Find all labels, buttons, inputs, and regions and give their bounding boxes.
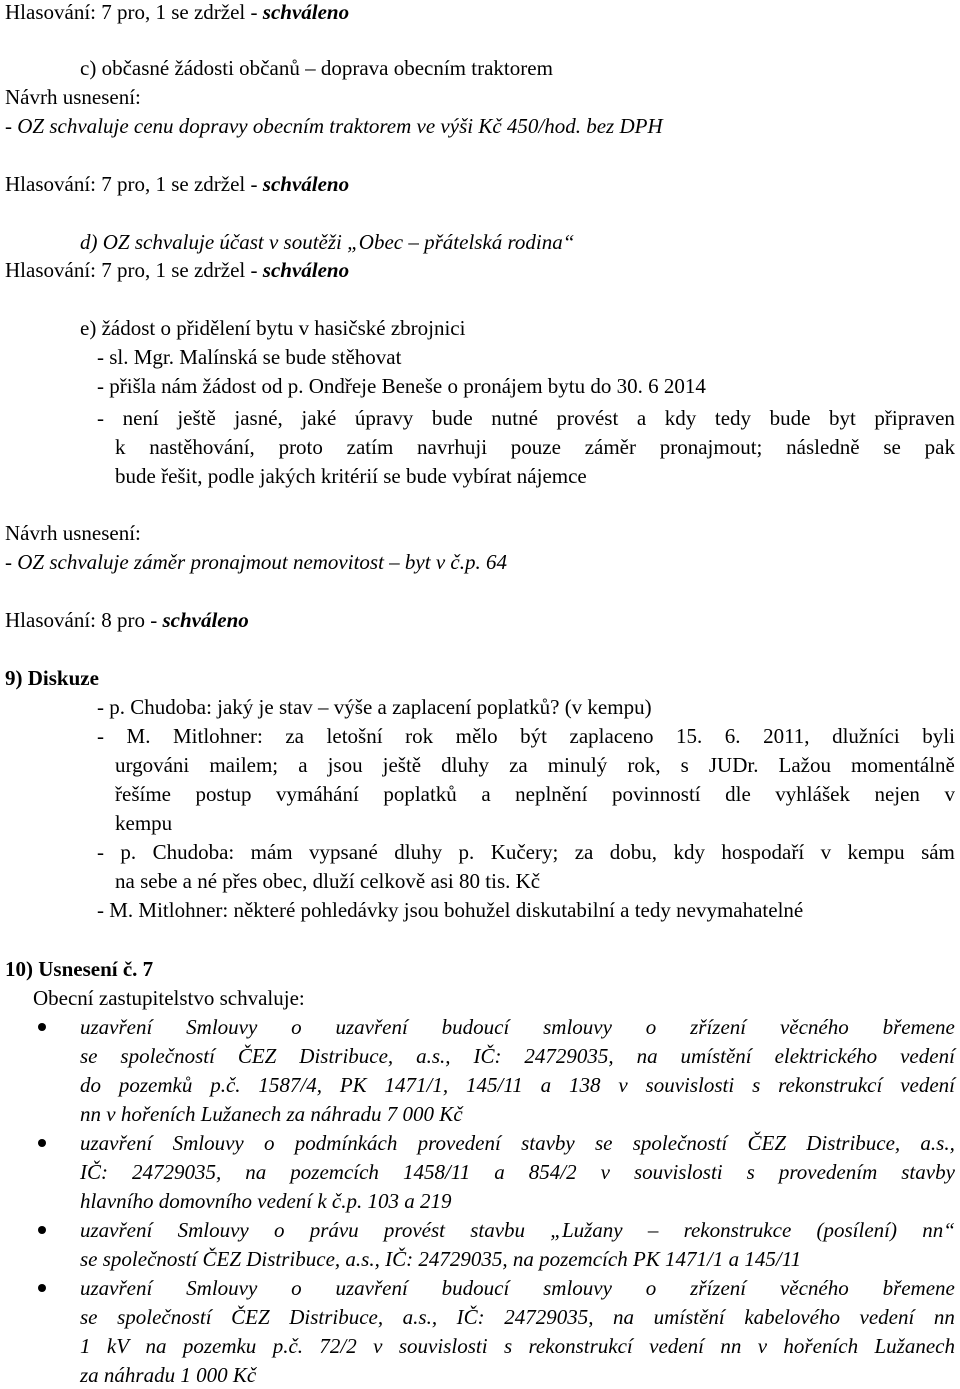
bullet-dot bbox=[38, 1139, 46, 1147]
discussion-line: - p. Chudoba: mám vypsané dluhy p. Kučery; za dobu, kdy hospodaří v kempu sám bbox=[97, 840, 955, 864]
item-e-para-line: bude řešit, podle jakých kritérií se bude vybírat nájemce bbox=[115, 464, 587, 488]
vote-result: schváleno bbox=[262, 0, 350, 24]
discussion-line: řešíme postup vymáhání poplatků a neplnění povinností dle vyhlášek nejen v bbox=[115, 782, 955, 806]
proposal-text: - OZ schvaluje záměr pronajmout nemovitost – byt v č.p. 64 bbox=[5, 550, 507, 574]
discussion-line: - M. Mitlohner: některé pohledávky jsou bohužel diskutabilní a tedy nevymahatelné bbox=[97, 898, 804, 922]
item-c-heading: c) občasné žádosti občanů – doprava obecním traktorem bbox=[80, 56, 553, 80]
resolution-line: nn v hořeních Lužanech za náhradu 7 000 Kč bbox=[80, 1102, 463, 1126]
item-e-heading: e) žádost o přidělení bytu v hasičské zbrojnici bbox=[80, 316, 466, 340]
discussion-line: - p. Chudoba: jaký je stav – výše a zaplacení poplatků? (v kempu) bbox=[97, 695, 652, 719]
resolution-line: 1 kV na pozemku p.č. 72/2 v souvislosti s rekonstrukcí vedení nn v hořeních Lužanech bbox=[80, 1334, 955, 1358]
vote-result: schváleno bbox=[162, 608, 249, 632]
discussion-line: kempu bbox=[115, 811, 173, 835]
item-e-line: - přišla nám žádost od p. Ondřeje Beneše o pronájem bytu do 30. 6 2014 bbox=[97, 374, 706, 398]
item-e-para-line: k nastěhování, proto zatím navrhuji pouze záměr pronajmout; následně se pak bbox=[115, 435, 955, 459]
resolution-line: za náhradu 1 000 Kč bbox=[80, 1363, 257, 1387]
vote-line-top bbox=[5, 0, 349, 26]
resolution-intro: Obecní zastupitelstvo schvaluje: bbox=[33, 986, 305, 1010]
vote-line-d bbox=[5, 256, 349, 284]
resolution-line: uzavření Smlouvy o uzavření budoucí smlouvy o zřízení věcného břemene bbox=[80, 1015, 955, 1039]
resolution-line: hlavního domovního vedení k č.p. 103 a 219 bbox=[80, 1189, 452, 1213]
resolution-line: se společností ČEZ Distribuce, a.s., IČ: 24729035, na umístění kabelového vedení nn bbox=[80, 1305, 955, 1329]
bullet-dot bbox=[38, 1023, 46, 1031]
vote-text: Hlasování: 7 pro, 1 se zdržel - bbox=[5, 0, 263, 24]
discussion-line: urgováni mailem; a jsou ještě dluhy za minulý rok, s JUDr. Lažou momentálně bbox=[115, 753, 955, 777]
vote-line-c bbox=[5, 170, 349, 198]
section-9-heading: 9) Diskuze bbox=[5, 666, 99, 690]
resolution-line: se společností ČEZ Distribuce, a.s., IČ: 24729035, na umístění elektrického vedení bbox=[80, 1044, 955, 1068]
vote-text: Hlasování: 7 pro, 1 se zdržel - bbox=[5, 258, 263, 282]
resolution-line: uzavření Smlouvy o uzavření budoucí smlouvy o zřízení věcného břemene bbox=[80, 1276, 955, 1300]
item-e-line: - sl. Mgr. Malínská se bude stěhovat bbox=[97, 345, 402, 369]
vote-text: Hlasování: 8 pro - bbox=[5, 608, 163, 632]
proposal-label: Návrh usnesení: bbox=[5, 85, 141, 109]
resolution-line: uzavření Smlouvy o právu provést stavbu „Lužany – rekonstrukce (posílení) nn“ bbox=[80, 1218, 955, 1242]
item-e-para-line: - není ještě jasné, jaké úpravy bude nutné provést a kdy tedy bude byt připraven bbox=[97, 406, 955, 430]
discussion-line: na sebe a né přes obec, dluží celkově asi 80 tis. Kč bbox=[115, 869, 541, 893]
resolution-line: uzavření Smlouvy o podmínkách provedení stavby se společností ČEZ Distribuce, a.s., bbox=[80, 1131, 955, 1155]
proposal-label: Návrh usnesení: bbox=[5, 521, 141, 545]
resolution-line: do pozemků p.č. 1587/4, PK 1471/1, 145/11 a 138 v souvislosti s rekonstrukcí vedení bbox=[80, 1073, 955, 1097]
resolution-line: IČ: 24729035, na pozemcích 1458/11 a 854/2 v souvislosti s provedením stavby bbox=[80, 1160, 955, 1184]
vote-text: Hlasování: 7 pro, 1 se zdržel - bbox=[5, 172, 263, 196]
proposal-text: - OZ schvaluje cenu dopravy obecním traktorem ve výši Kč 450/hod. bez DPH bbox=[5, 114, 663, 138]
bullet-dot bbox=[38, 1226, 46, 1234]
vote-result: schváleno bbox=[262, 172, 350, 196]
vote-line-e bbox=[5, 606, 249, 634]
item-d-heading: d) OZ schvaluje účast v soutěži „Obec – přátelská rodina“ bbox=[80, 230, 575, 254]
resolution-line: se společností ČEZ Distribuce, a.s., IČ: 24729035, na pozemcích PK 1471/1 a 145/11 bbox=[80, 1247, 802, 1271]
bullet-dot bbox=[38, 1284, 46, 1292]
discussion-line: - M. Mitlohner: za letošní rok mělo být zaplaceno 15. 6. 2011, dlužníci byli bbox=[97, 724, 955, 748]
vote-result: schváleno bbox=[262, 258, 350, 282]
section-10-heading: 10) Usnesení č. 7 bbox=[5, 957, 154, 981]
